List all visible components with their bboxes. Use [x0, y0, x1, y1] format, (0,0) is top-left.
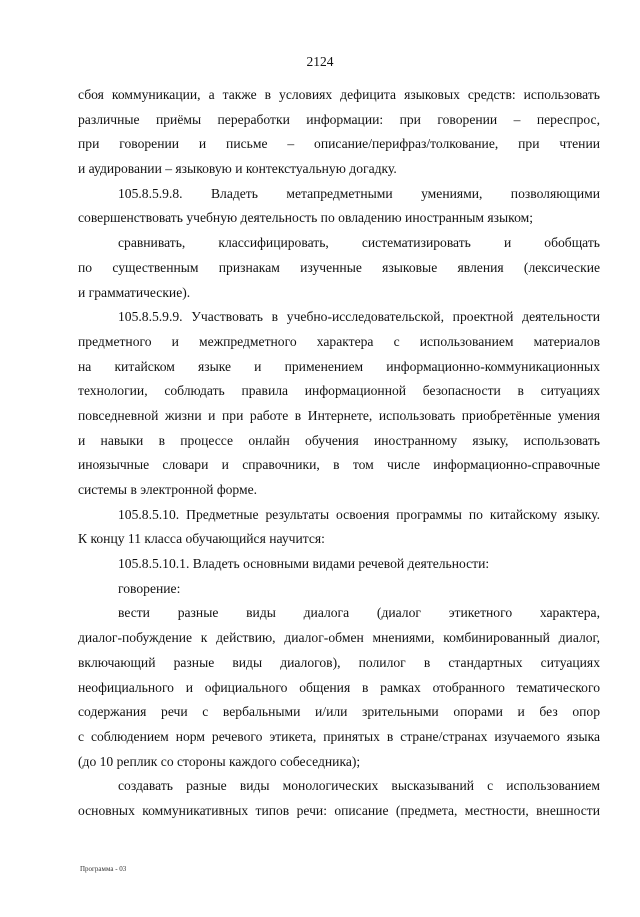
- footer-note: Программа - 03: [80, 865, 127, 873]
- text-line: (до 10 реплик со стороны каждого собеседника);: [78, 753, 361, 769]
- text-line: 105.8.5.10.1. Владеть основными видами речевой деятельности:: [118, 556, 490, 572]
- text-line: с соблюдением норм речевого этикета, принятых в стране/странах изучаемого языка: [78, 728, 600, 744]
- text-line: сравнивать, классифицировать, систематизировать и обобщать: [118, 235, 600, 251]
- page-number: 2124: [306, 54, 334, 69]
- text-line: содержания речи с вербальными и/или зрительными опорами и без опор: [78, 704, 600, 720]
- text-line: 105.8.5.9.8. Владеть метапредметными умениями, позволяющими: [118, 185, 600, 201]
- text-line: иноязычные словари и справочники, в том числе информационно-справочные: [78, 457, 600, 473]
- text-line: повседневной жизни и при работе в Интернете, использовать приобретённые умения: [78, 407, 600, 423]
- text-line: основных коммуникативных типов речи: описание (предмета, местности, внешности: [78, 802, 600, 818]
- text-line: К концу 11 класса обучающийся научится:: [78, 531, 325, 547]
- text-line: и грамматические).: [78, 284, 191, 300]
- text-line: включающий разные виды диалогов), полилог в стандартных ситуациях: [78, 654, 600, 670]
- text-line: предметного и межпредметного характера с использованием материалов: [78, 333, 600, 349]
- document-body: [78, 83, 600, 824]
- text-line: 105.8.5.9.9. Участвовать в учебно-исследовательской, проектной деятельности: [118, 309, 600, 325]
- text-line: совершенствовать учебную деятельность по овладению иностранным языком;: [78, 210, 533, 226]
- text-line: диалог-побуждение к действию, диалог-обмен мнениями, комбинированный диалог,: [78, 630, 600, 646]
- text-line: создавать разные виды монологических высказываний с использованием: [118, 778, 600, 794]
- text-line: при говорении и письме – описание/перифраз/толкование, при чтении: [78, 136, 600, 152]
- text-line: технологии, соблюдать правила информационной безопасности в ситуациях: [78, 383, 600, 399]
- text-line: на китайском языке и применением информационно-коммуникационных: [78, 358, 600, 374]
- text-line: и навыки в процессе онлайн обучения иностранному языку, использовать: [78, 432, 600, 448]
- text-line: говорение:: [118, 580, 181, 596]
- text-line: и аудировании – языковую и контекстуальную догадку.: [78, 161, 397, 177]
- text-line: 105.8.5.10. Предметные результаты освоения программы по китайскому языку.: [118, 506, 600, 522]
- text-line: системы в электронной форме.: [78, 482, 258, 497]
- text-line: неофициального и официального общения в рамках отобранного тематического: [78, 679, 600, 695]
- text-line: различные приёмы переработки информации: при говорении – переспрос,: [78, 111, 600, 127]
- text-line: по существенным признакам изученные языковые явления (лексические: [78, 259, 600, 275]
- text-line: вести разные виды диалога (диалог этикетного характера,: [118, 605, 600, 621]
- text-line: сбоя коммуникации, а также в условиях дефицита языковых средств: использовать: [78, 87, 600, 102]
